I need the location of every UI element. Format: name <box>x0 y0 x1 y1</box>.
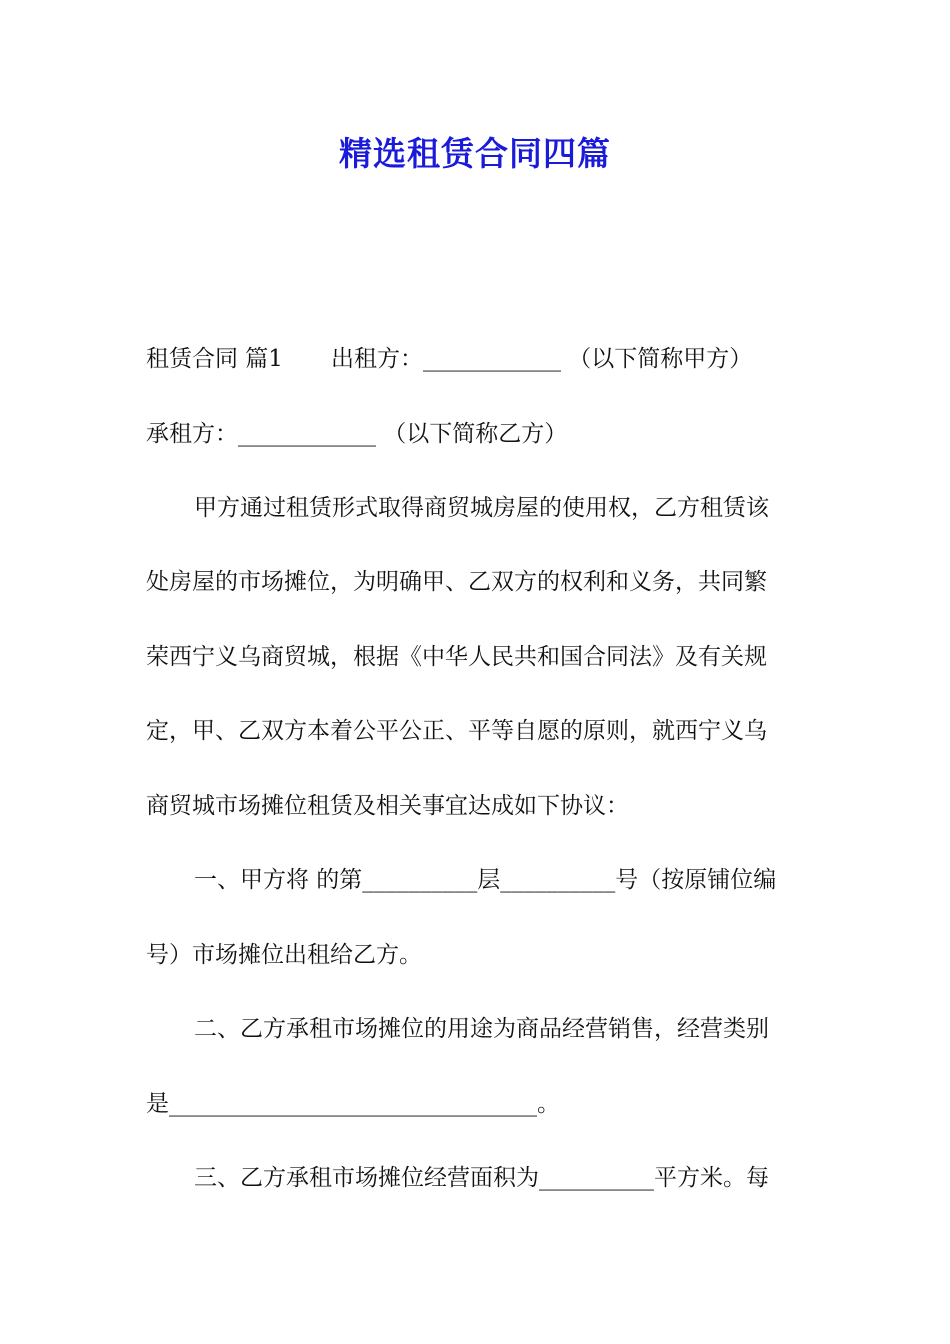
clause-one-line: 号）市场摊位出租给乙方。 <box>146 942 422 968</box>
document-title: 精选租赁合同四篇 <box>339 134 611 173</box>
clause-one-line: 一、甲方将 的第__________层__________号（按原铺位编 <box>194 867 777 893</box>
paragraph-line: 定，甲、乙双方本着公平公正、平等自愿的原则，就西宁义乌 <box>146 718 767 744</box>
clause-three-line: 三、乙方承租市场摊位经营面积为__________平方米。每 <box>194 1165 769 1191</box>
paragraph-line: 甲方通过租赁形式取得商贸城房屋的使用权，乙方租赁该 <box>194 495 769 521</box>
lessee-field: 承租方：____________ （以下简称乙方） <box>146 421 568 447</box>
contract-section-label: 租赁合同 篇1 <box>146 346 283 372</box>
paragraph-line: 商贸城市场摊位租赁及相关事宜达成如下协议： <box>146 793 629 819</box>
clause-two-line: 是________________________________。 <box>146 1091 560 1117</box>
clause-two-line: 二、乙方承租市场摊位的用途为商品经营销售，经营类别 <box>194 1016 769 1042</box>
paragraph-line: 处房屋的市场摊位，为明确甲、乙双方的权利和义务，共同繁 <box>146 569 767 595</box>
lessor-field: 出租方：____________ （以下简称甲方） <box>330 346 753 372</box>
paragraph-line: 荣西宁义乌商贸城，根据《中华人民共和国合同法》及有关规 <box>146 644 767 670</box>
contract-heading-line <box>146 341 806 377</box>
